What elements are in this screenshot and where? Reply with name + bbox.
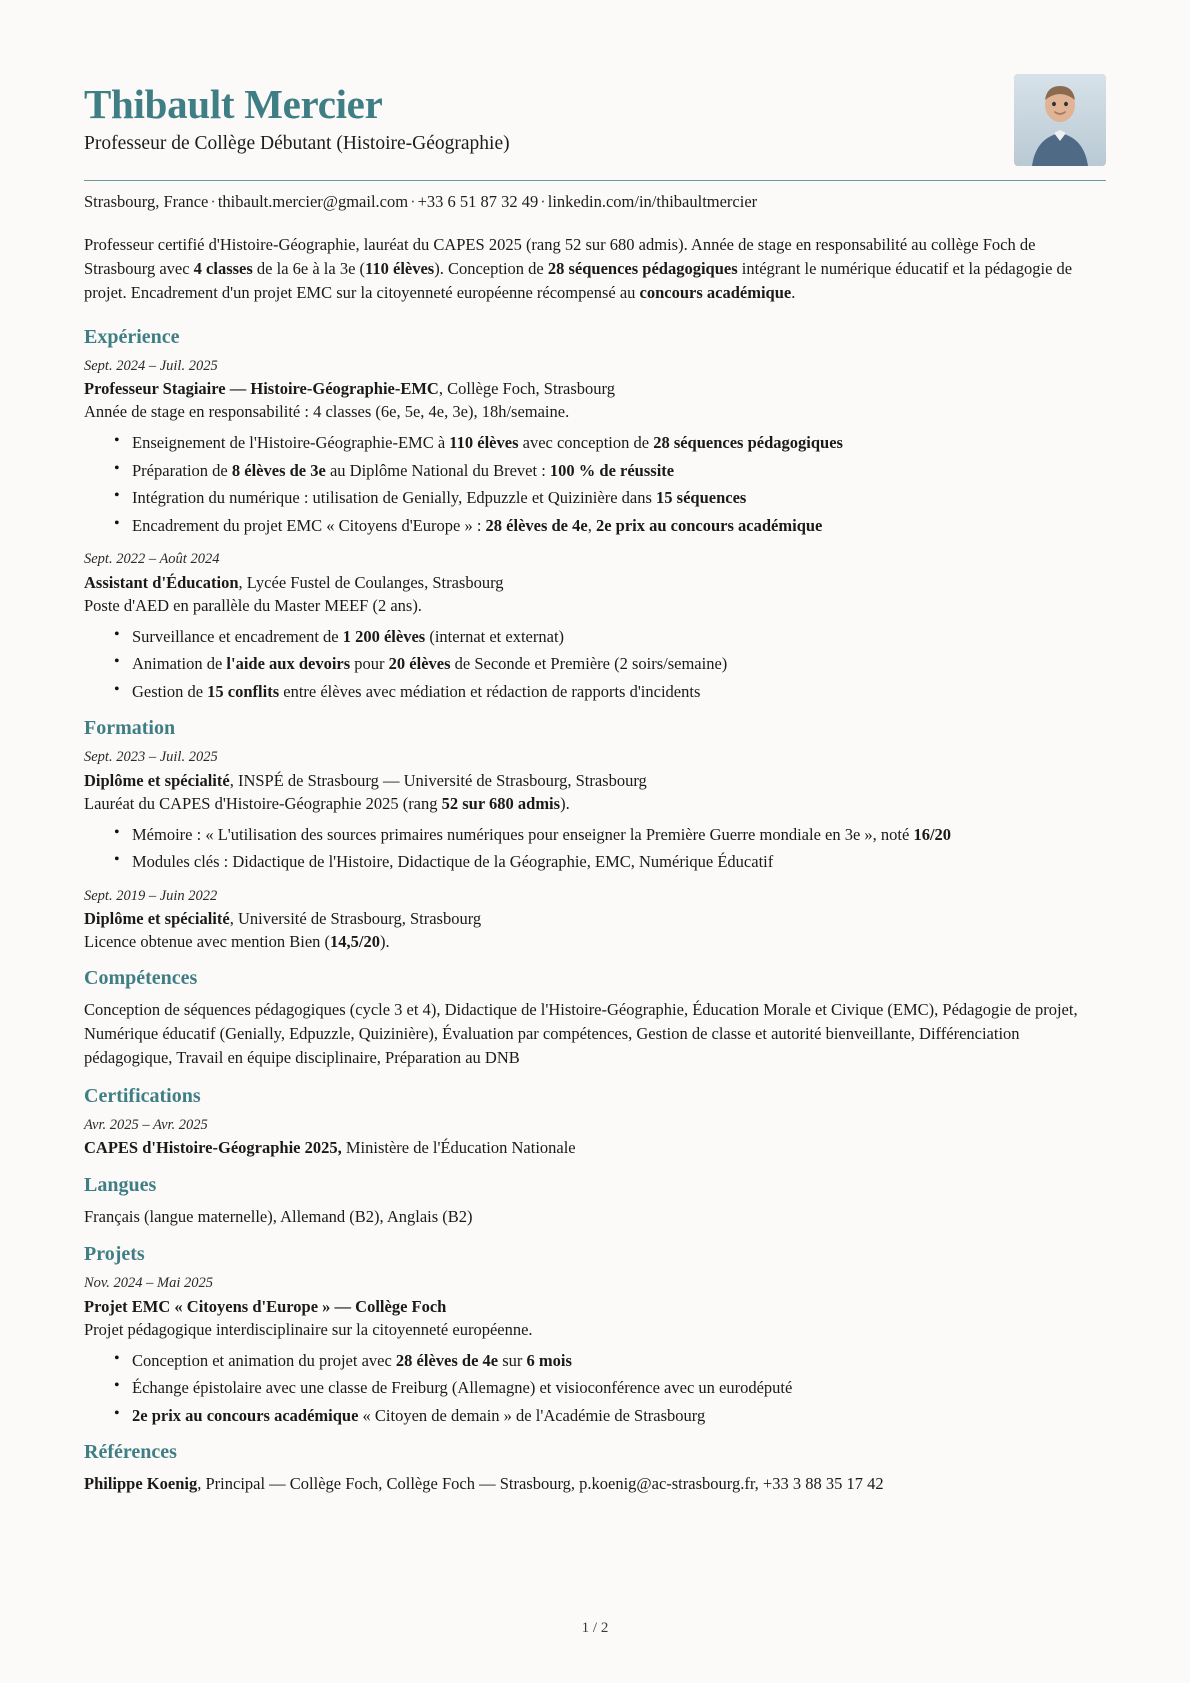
header-divider [84, 180, 1106, 181]
section-heading-formation: Formation [84, 716, 176, 739]
contact-linkedin[interactable]: linkedin.com/in/thibaultmercier [547, 192, 758, 211]
reference-line [84, 1472, 1106, 1496]
entry-bullet-list [84, 431, 1106, 537]
section-heading-competences: Compétences [84, 967, 198, 990]
contact-email[interactable]: thibault.mercier@gmail.com [217, 192, 409, 211]
bullet-text: Surveillance et encadrement de [132, 626, 343, 646]
list-item [114, 1376, 1106, 1399]
contact-separator: · [210, 192, 216, 211]
entry-title [84, 1295, 1106, 1318]
section-certifications [84, 1085, 1106, 1160]
avatar [1014, 74, 1106, 166]
entry-summary: Année de stage en responsabilité : 4 classes (6e, 5e, 4e, 3e), 18h/semaine. [84, 402, 570, 422]
entry-date: Sept. 2024 – Juil. 2025 [84, 357, 218, 374]
entry-summary-bold: 14,5/20 [330, 932, 380, 952]
certification-date: Avr. 2025 – Avr. 2025 [84, 1116, 208, 1133]
entry-title [84, 377, 1106, 400]
summary-bold-4: concours académique [639, 283, 792, 303]
section-competences [84, 967, 1106, 1070]
entry-date: Nov. 2024 – Mai 2025 [84, 1275, 214, 1292]
entry-bullet-list [84, 625, 1106, 703]
section-heading-projets: Projets [84, 1243, 145, 1266]
entry-summary: Projet pédagogique interdisciplinaire sur la citoyenneté européenne. [84, 1319, 533, 1339]
summary-text-5: . [791, 283, 796, 303]
list-item [114, 459, 1106, 482]
section-references [84, 1441, 1106, 1496]
bullet-bold: 16/20 [913, 824, 952, 844]
project-entry [84, 1274, 1106, 1427]
bullet-text: Conception et animation du projet avec [132, 1350, 396, 1370]
entry-summary [84, 792, 1106, 815]
bullet-text: Intégration du numérique : utilisation de Genially, Edpuzzle et Quizinière dans [132, 488, 657, 508]
list-item [114, 850, 1106, 873]
langues-body: Français (langue maternelle), Allemand (B2), Anglais (B2) [84, 1207, 473, 1227]
list-item [114, 652, 1106, 675]
section-langues [84, 1174, 1106, 1229]
page-title: Thibault Mercier [84, 81, 383, 127]
entry-bullet-list [84, 823, 1106, 874]
list-item [114, 431, 1106, 454]
entry-org: , Lycée Fustel de Coulanges, Strasbourg [238, 572, 504, 592]
bullet-bold: 1 200 élèves [342, 626, 426, 646]
entry-degree: Diplôme et spécialité [84, 770, 230, 790]
bullet-bold: 2e prix au concours académique [595, 515, 823, 535]
section-heading-certifications: Certifications [84, 1084, 201, 1107]
bullet-bold: 110 élèves [449, 433, 519, 453]
bullet-bold: 6 mois [526, 1350, 572, 1370]
summary-bold-1: 4 classes [193, 259, 253, 279]
entry-bullet-list [84, 1349, 1106, 1427]
entry-title [84, 571, 1106, 594]
section-heading-experience: Expérience [84, 325, 180, 348]
entry-summary [84, 930, 1106, 953]
entry-date: Sept. 2019 – Juin 2022 [84, 887, 218, 904]
bullet-text: avec conception de [518, 433, 654, 453]
bullet-text: entre élèves avec médiation et rédaction de rapports d'incidents [279, 681, 701, 701]
header-text-block [84, 72, 510, 156]
contact-phone[interactable]: +33 6 51 87 32 49 [417, 192, 539, 211]
list-item [114, 625, 1106, 648]
bullet-bold: 28 séquences pédagogiques [653, 433, 843, 453]
entry-summary-bold: 52 sur 680 admis [441, 793, 561, 813]
list-item [114, 680, 1106, 703]
section-formation [84, 717, 1106, 953]
bullet-text: , [587, 515, 596, 535]
bullet-bold: 100 % de réussite [549, 460, 675, 480]
section-heading-references: Références [84, 1441, 177, 1464]
bullet-bold: 20 élèves [388, 654, 451, 674]
bullet-text: sur [498, 1350, 527, 1370]
experience-entry [84, 357, 1106, 537]
list-item [114, 486, 1106, 509]
summary-bold-2: 110 élèves [365, 259, 435, 279]
entry-role: Assistant d'Éducation [84, 572, 239, 592]
entry-summary: Poste d'AED en parallèle du Master MEEF (2 ans). [84, 595, 422, 615]
summary-bold-3: 28 séquences pédagogiques [547, 259, 738, 279]
list-item [114, 1349, 1106, 1372]
entry-org: , Université de Strasbourg, Strasbourg [229, 909, 482, 929]
bullet-bold: 28 élèves de 4e [485, 515, 588, 535]
reference-details: , Principal — Collège Foch, Collège Foch — Strasbourg, p.koenig@ac-strasbourg.fr, +33 3 88 35 17 42 [197, 1474, 884, 1494]
entry-date: Sept. 2023 – Juil. 2025 [84, 748, 218, 765]
entry-summary-text: ). [560, 793, 570, 813]
summary-text-4: intégrant le numérique éducatif et la pédagogie de projet. Encadrement d'un projet EMC sur la citoyenneté européenne récompensé au [84, 259, 1073, 303]
section-projets [84, 1243, 1106, 1427]
bullet-text: au Diplôme National du Brevet : [325, 460, 550, 480]
bullet-bold: 15 conflits [207, 681, 280, 701]
bullet-text: Encadrement du projet EMC « Citoyens d'Europe » : [132, 515, 486, 535]
bullet-text: « Citoyen de demain » de l'Académie de Strasbourg [358, 1405, 706, 1425]
contact-separator: · [540, 192, 546, 211]
page-indicator: 1 / 2 [581, 1620, 609, 1636]
contact-location: Strasbourg, France [84, 192, 209, 211]
section-experience [84, 326, 1106, 703]
bullet-text: Gestion de [132, 681, 208, 701]
section-heading-langues: Langues [84, 1174, 157, 1197]
certification-line [84, 1136, 1106, 1160]
certification-issuer: Ministère de l'Éducation Nationale [341, 1138, 576, 1158]
competences-body: Conception de séquences pédagogiques (cycle 3 et 4), Didactique de l'Histoire-Géographie, Éducation Morale et Civique (EMC), Pédagogie de projet, Numérique éducatif (Genially, Edpuzzle, Quizinière), Évaluation par compétences, Gestion de classe et autorité bienveillante, Différenciation pédagogique, Travail en équipe disciplinaire, Préparation au DNB [84, 1000, 1078, 1068]
entry-summary-text: Licence obtenue avec mention Bien ( [84, 932, 331, 952]
contact-line [84, 191, 1106, 213]
entry-title [84, 907, 1106, 930]
entry-role: Professeur Stagiaire — Histoire-Géographie-EMC [84, 379, 439, 399]
summary-text-2: de la 6e à la 3e ( [252, 259, 366, 279]
bullet-text: (internat et externat) [425, 626, 565, 646]
bullet-bold: 15 séquences [656, 488, 747, 508]
summary-text-1: Professeur certifié d'Histoire-Géographie, lauréat du CAPES 2025 (rang 52 sur 680 admis). Année de stage en responsabilité au collège Foch de Strasbourg avec [84, 235, 1036, 279]
bullet-text: Animation de [132, 654, 227, 674]
bullet-text: Enseignement de l'Histoire-Géographie-EMC à [132, 433, 450, 453]
list-item [114, 823, 1106, 846]
bullet-text: Modules clés : Didactique de l'Histoire, Didactique de la Géographie, EMC, Numérique Éducatif [132, 852, 774, 872]
bullet-bold: 8 élèves de 3e [231, 460, 326, 480]
reference-person: Philippe Koenig [84, 1474, 198, 1494]
entry-title [84, 769, 1106, 792]
entry-degree: Diplôme et spécialité [84, 909, 230, 929]
entry-summary-text: Lauréat du CAPES d'Histoire-Géographie 2025 (rang [84, 793, 442, 813]
contact-separator: · [410, 192, 416, 211]
bullet-bold: 2e prix au concours académique [132, 1405, 359, 1425]
project-name: Projet EMC « Citoyens d'Europe » — Collège Foch [84, 1296, 447, 1316]
bullet-text: Préparation de [132, 460, 232, 480]
entry-date: Sept. 2022 – Août 2024 [84, 550, 220, 567]
bullet-text: pour [350, 654, 389, 674]
bullet-text: de Seconde et Première (2 soirs/semaine) [450, 654, 728, 674]
bullet-bold: l'aide aux devoirs [226, 654, 351, 674]
formation-entry [84, 748, 1106, 874]
portrait-photo-icon [1014, 74, 1106, 166]
formation-entry [84, 887, 1106, 954]
entry-org: , INSPÉ de Strasbourg — Université de Strasbourg, Strasbourg [229, 770, 647, 790]
profile-summary [84, 233, 1106, 305]
page-footer [0, 1620, 1190, 1637]
experience-entry [84, 550, 1106, 703]
summary-text-3: ). Conception de [434, 259, 548, 279]
job-headline: Professeur de Collège Débutant (Histoire-Géographie) [84, 132, 510, 154]
bullet-text: Mémoire : « L'utilisation des sources primaires numériques pour enseigner la Première Guerre mondiale en 3e », noté [132, 824, 914, 844]
bullet-text: Échange épistolaire avec une classe de Freiburg (Allemagne) et visioconférence avec un eurodéputé [132, 1378, 793, 1398]
entry-org: , Collège Foch, Strasbourg [438, 379, 616, 399]
list-item [114, 1404, 1106, 1427]
certification-name: CAPES d'Histoire-Géographie 2025, [84, 1138, 342, 1158]
cv-header [84, 72, 1106, 166]
entry-summary-text: ). [380, 932, 390, 952]
bullet-bold: 28 élèves de 4e [395, 1350, 499, 1370]
list-item [114, 514, 1106, 537]
